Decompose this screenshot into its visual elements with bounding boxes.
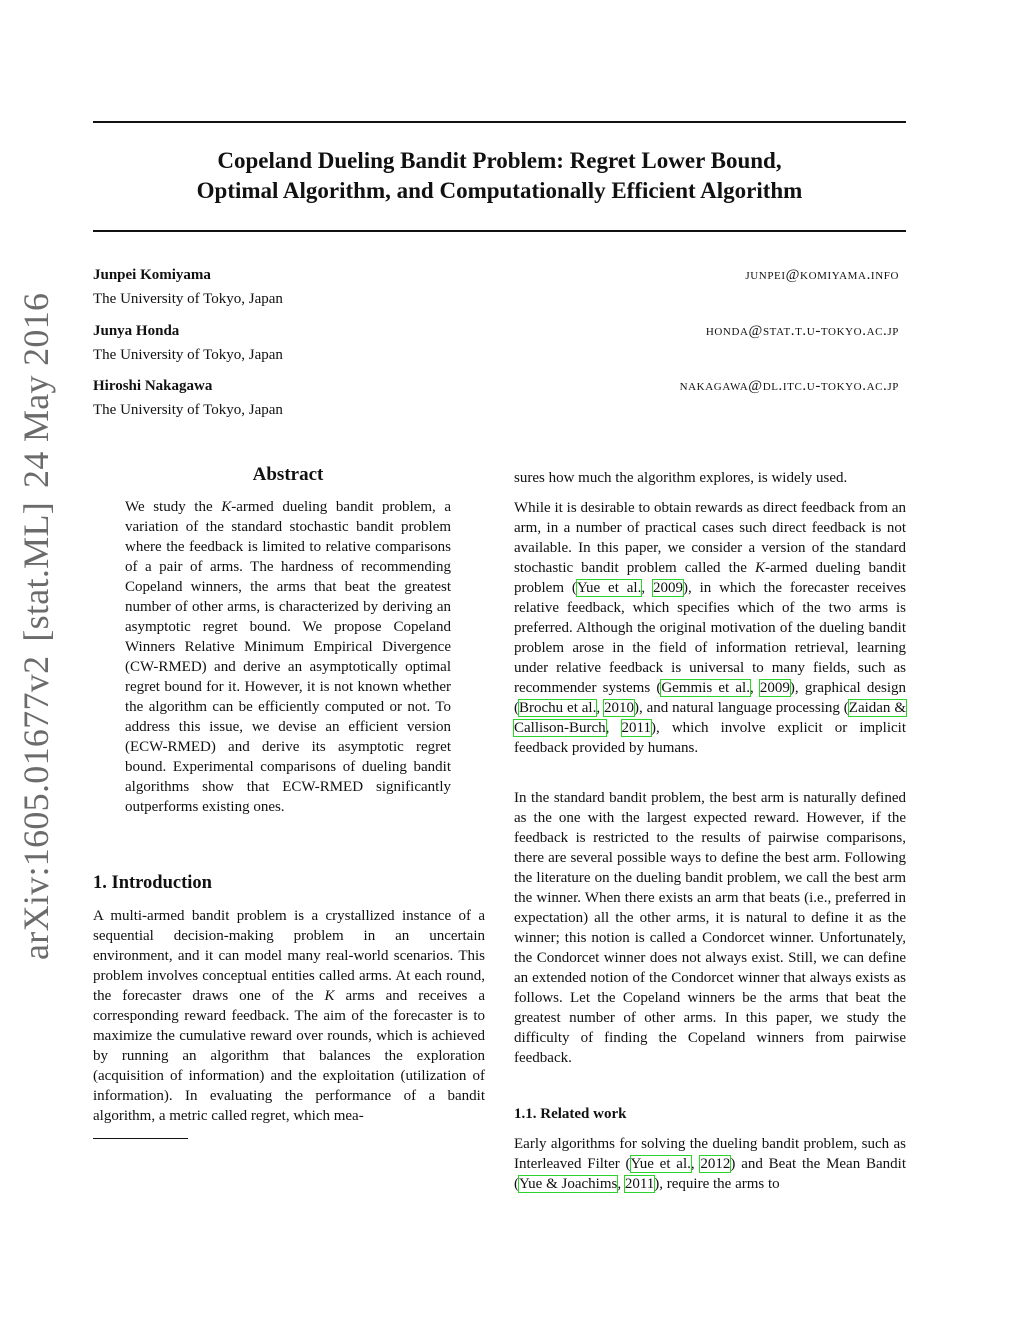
- citation-link[interactable]: Gemmis et al.: [661, 680, 750, 696]
- intro-paragraph: A multi-armed bandit problem is a crystallized instance of a sequential decision-making problem in an uncertain environment, and it can model many real-world scenarios. This problem involves conceptual entities called arms. At each round, the forecaster draws one of the K arms and receives a corresponding reward feedback. The aim of the forecaster is to maximize the cumulative reward over rounds, which is achieved by running an algorithm that balances the exploration (acquisition of information) and the exploitation (utilization of information). In evaluating the performance of a bandit algorithm, a metric called regret, which mea-: [93, 908, 486, 1124]
- title-top-rule: [93, 121, 906, 123]
- citation-year-link[interactable]: 2011: [624, 1176, 655, 1192]
- author-name: Junya Honda: [93, 323, 180, 339]
- author-block-1: [93, 263, 899, 311]
- arxiv-date: 24 May 2016: [16, 292, 56, 488]
- citation-link[interactable]: Yue & Joachims: [519, 1176, 618, 1192]
- arxiv-category: [stat.ML]: [16, 501, 56, 642]
- citation-link[interactable]: Brochu et al.: [519, 700, 597, 716]
- citation-year-link[interactable]: 2009: [652, 580, 683, 596]
- title-bottom-rule: [93, 230, 906, 232]
- citation-year-link[interactable]: 2011: [621, 720, 651, 736]
- right-paragraph-related: Early algorithms for solving the dueling bandit problem, such as Interleaved Filter (Yue et al., 2012) and Beat the Mean Bandit (Yue & Joachims, 2011), require the arms to: [514, 1136, 907, 1192]
- author-block-3: [93, 374, 899, 422]
- author-affiliation: The University of Tokyo, Japan: [93, 291, 283, 307]
- arxiv-stamp: [18, 279, 54, 960]
- citation-link[interactable]: Zaidan & Callison-Burch: [514, 700, 906, 736]
- author-name: Junpei Komiyama: [93, 267, 211, 283]
- citation-year-link[interactable]: 2012: [700, 1156, 731, 1172]
- paper-title: [93, 146, 906, 206]
- author-affiliation: The University of Tokyo, Japan: [93, 402, 283, 418]
- right-paragraph-dueling: While it is desirable to obtain rewards as direct feedback from an arm, in a number of practical cases such direct feedback is not available. In this paper, we consider a version of the standard stochastic bandit problem called the K-armed dueling bandit problem (Yue et al., 2009), in which the forecaster receives relative feedback, which specifies which of the two arms is preferred. Although the original motivation of the dueling bandit problem arose in the field of information retrieval, learning under relative feedback is universal to many fields, such as recommender systems (Gemmis et al., 2009), graphical design (Brochu et al., 2010), and natural language processing (Zaidan & Callison-Burch, 2011), which involve explicit or implicit feedback provided by humans.: [514, 500, 907, 756]
- citation-year-link[interactable]: 2010: [603, 700, 634, 716]
- citation-link[interactable]: Yue et al.: [630, 1156, 691, 1172]
- citation-link[interactable]: Yue et al.: [576, 580, 642, 596]
- author-name: Hiroshi Nakagawa: [93, 378, 213, 394]
- arxiv-id: arXiv:1605.01677v2: [16, 655, 56, 960]
- abstract-heading: Abstract: [252, 464, 324, 485]
- right-paragraph-copeland: In the standard bandit problem, the best arm is naturally defined as the one with the largest expected reward. However, if the feedback is restricted to the results of pairwise comparisons, there are several possible ways to define the best arm. Following the literature on the dueling bandit problem, we call the best arm the winner. When there exists an arm that beats (i.e., preferred in expectation) all the other arms, it is natural to define it as the winner; this notion is called a Condorcet winner. Unfortunately, the Condorcet winner does not always exist. Still, we can define an extended notion of the Condorcet winner that always exists as follows. Let the Copeland winners be the arms that beat the greatest number of other arms. In this paper, we study the difficulty of finding the Copeland winners from pairwise feedback.: [514, 790, 906, 1066]
- right-paragraph-continuation: sures how much the algorithm explores, is widely used.: [514, 470, 848, 486]
- section-heading-introduction: 1. Introduction: [93, 873, 212, 893]
- author-affiliation: The University of Tokyo, Japan: [93, 347, 283, 363]
- title-line-1: Copeland Dueling Bandit Problem: Regret Lower Bound,: [217, 148, 782, 173]
- footnote-rule: [93, 1138, 188, 1139]
- citation-year-link[interactable]: 2009: [759, 680, 790, 696]
- author-email[interactable]: honda@stat.t.u-tokyo.ac.jp: [705, 323, 899, 339]
- author-email[interactable]: nakagawa@dl.itc.u-tokyo.ac.jp: [679, 378, 899, 394]
- author-email[interactable]: junpei@komiyama.info: [745, 267, 899, 283]
- abstract-body: We study the K-armed dueling bandit problem, a variation of the standard stochastic bandit problem where the feedback is limited to relative comparisons of a pair of arms. The hardness of recommending Copeland winners, the arms that beat the greatest number of other arms, is characterized by deriving an asymptotic regret bound. We propose Copeland Winners Relative Minimum Empirical Divergence (CW-RMED) and derive an asymptotically optimal regret bound for it. However, it is not known whether the algorithm can be efficiently computed or not. To address this issue, we devise an efficient version (ECW-RMED) and derive its asymptotic regret bound. Experimental comparisons of dueling bandit algorithms show that ECW-RMED significantly outperforms existing ones.: [125, 499, 451, 815]
- title-line-2: Optimal Algorithm, and Computationally Efficient Algorithm: [196, 178, 803, 203]
- author-block-2: [93, 319, 899, 367]
- subsection-heading-related-work: 1.1. Related work: [514, 1106, 627, 1122]
